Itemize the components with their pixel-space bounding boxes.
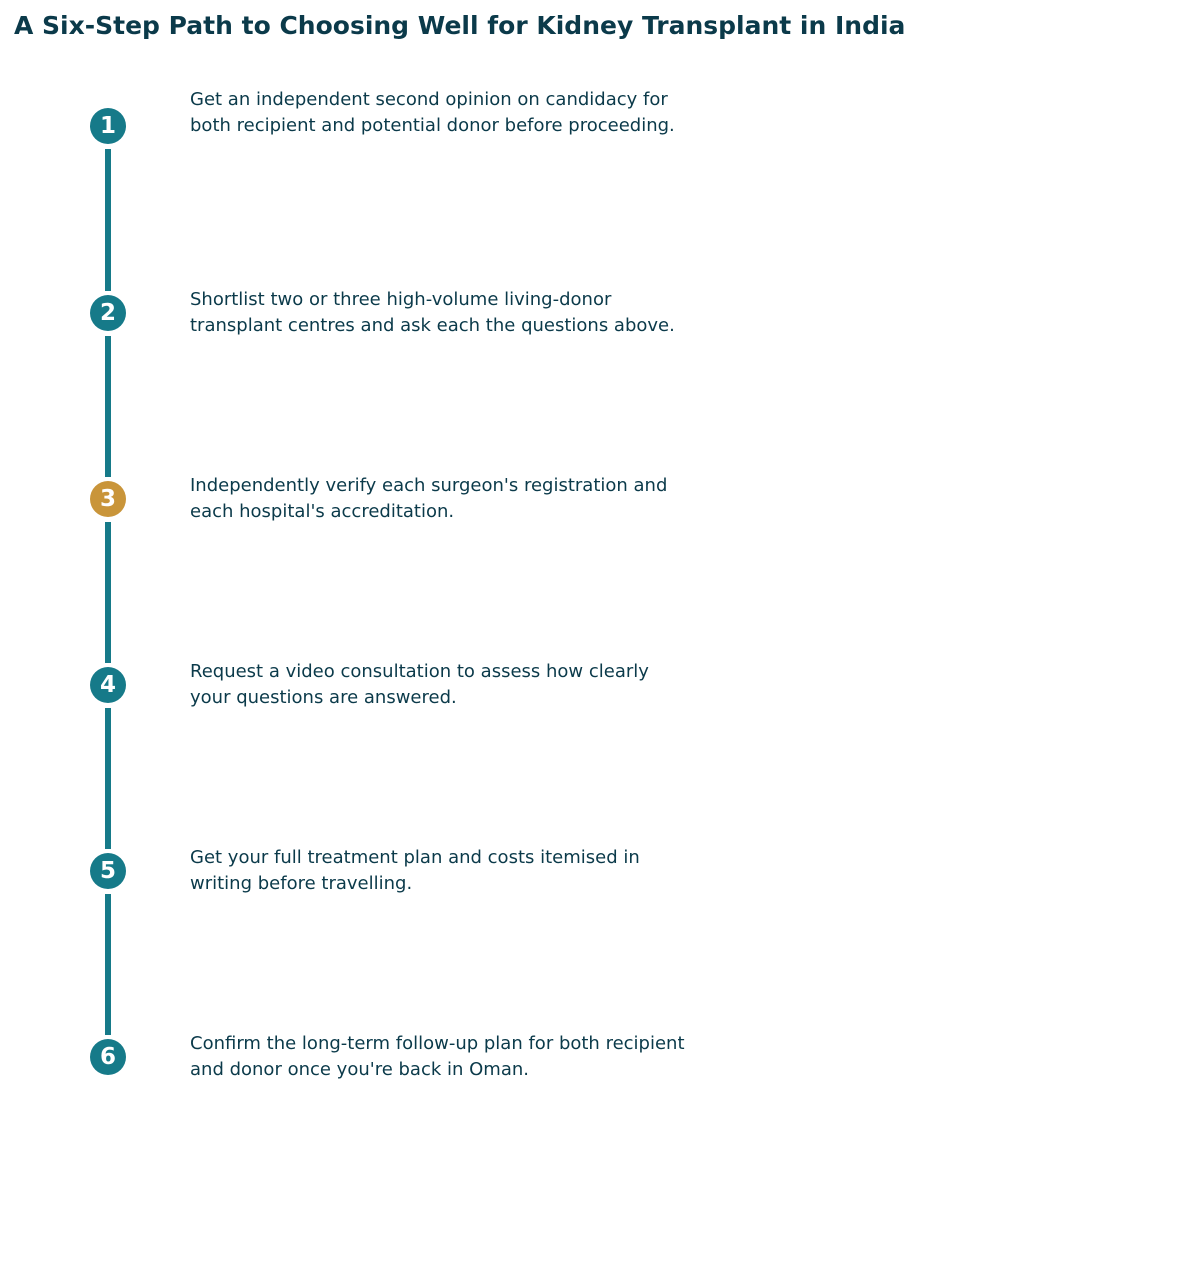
page-title: A Six-Step Path to Choosing Well for Kidney Transplant in India [14,11,906,40]
step-description: Shortlist two or three high-volume living-donor transplant centres and ask each the questions above. [190,289,675,336]
step-description: Independently verify each surgeon's registration and each hospital's accreditation. [190,475,668,522]
step-number-badge: 5 [90,853,126,889]
timeline-connector [105,708,111,849]
step-description: Request a video consultation to assess how clearly your questions are answered. [190,661,649,708]
timeline-connector [105,149,111,291]
timeline-connector [105,894,111,1035]
step-description: Get an independent second opinion on candidacy for both recipient and potential donor before proceeding. [190,89,675,136]
step-description: Get your full treatment plan and costs itemised in writing before travelling. [190,847,640,894]
step-number-badge: 6 [90,1039,126,1075]
timeline-connector [105,336,111,477]
timeline-connector [105,522,111,663]
step-description: Confirm the long-term follow-up plan for both recipient and donor once you're back in Oman. [190,1033,685,1080]
step-number-badge: 1 [90,108,126,144]
step-number-badge: 2 [90,295,126,331]
step-number-badge: 4 [90,667,126,703]
step-number-badge-highlighted: 3 [90,481,126,517]
